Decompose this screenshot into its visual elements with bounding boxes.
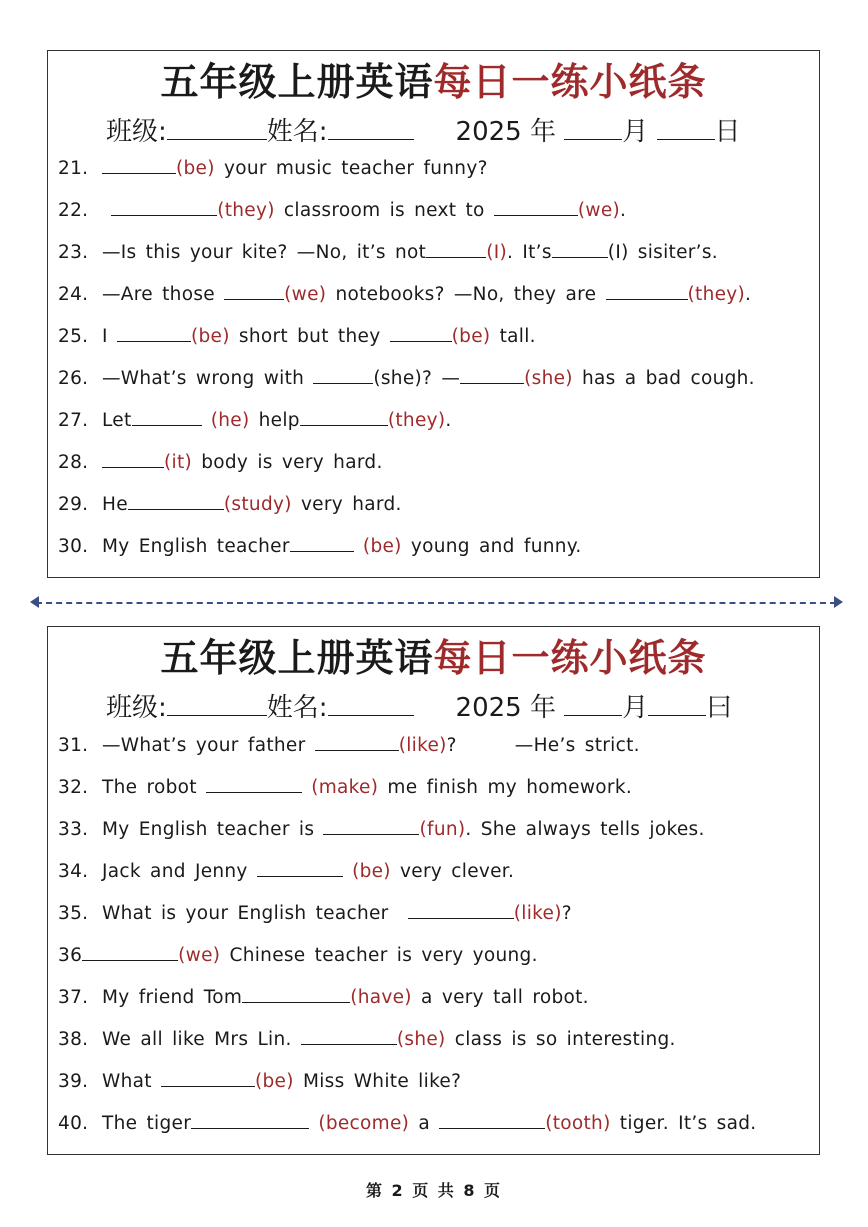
hint: (like) (513, 903, 562, 924)
question-number: 21. (58, 158, 89, 179)
question-text: (I) sisiter’s. (607, 242, 718, 263)
question-text: My English teacher is (102, 819, 315, 840)
question-text: —Are those (102, 284, 215, 305)
question-text: body is very hard. (201, 452, 383, 473)
question-number: 36 (58, 945, 83, 966)
question-text: I (102, 326, 108, 347)
worksheet-card-1 (47, 50, 820, 578)
question-number: 22. (58, 200, 89, 221)
answer-blank[interactable] (323, 816, 419, 835)
hint: (we) (577, 200, 621, 221)
question-40 (58, 1110, 756, 1137)
question-text: . She always tells jokes. (465, 819, 705, 840)
hint: (she) (524, 368, 573, 389)
question-29 (58, 491, 402, 518)
answer-blank[interactable] (460, 365, 524, 384)
question-number: 29. (58, 494, 89, 515)
answer-blank[interactable] (313, 365, 373, 384)
question-text: —What’s wrong with (102, 368, 305, 389)
hint: (we) (284, 284, 327, 305)
answer-blank[interactable] (552, 239, 608, 258)
question-text: My friend Tom (102, 987, 243, 1008)
hint: (like) (398, 735, 447, 756)
question-text: has a bad cough. (582, 368, 755, 389)
answer-blank[interactable] (301, 1026, 397, 1045)
question-22 (58, 197, 626, 224)
question-text: . (445, 410, 452, 431)
name-label: 姓名: (266, 693, 328, 723)
question-text: —What’s your father (102, 735, 306, 756)
hint: (make) (311, 777, 379, 798)
question-text: Chinese teacher is very young. (229, 945, 538, 966)
question-text: Let (102, 410, 132, 431)
worksheet-title (48, 633, 819, 683)
answer-blank[interactable] (257, 858, 343, 877)
question-number: 23. (58, 242, 89, 263)
question-number: 38. (58, 1029, 89, 1050)
month-label: 月 (622, 117, 649, 147)
answer-blank[interactable] (242, 984, 350, 1003)
question-33 (58, 816, 705, 843)
hint: (she) (396, 1029, 446, 1050)
question-32 (58, 774, 632, 801)
question-text: young and funny. (410, 536, 582, 557)
answer-blank[interactable] (132, 407, 202, 426)
answer-blank[interactable] (439, 1110, 545, 1129)
worksheet-title (48, 57, 819, 107)
title-grade: 五年级上册英语 (160, 60, 434, 104)
class-blank[interactable] (167, 113, 267, 140)
hint: (have) (350, 987, 412, 1008)
question-number: 26. (58, 368, 89, 389)
month-blank[interactable] (564, 113, 622, 140)
question-text: . (620, 200, 627, 221)
question-text: tall. (499, 326, 536, 347)
arrow-right-icon (834, 596, 843, 608)
hint: (fun) (419, 819, 466, 840)
answer-blank[interactable] (390, 323, 452, 342)
day-label: 曰 (706, 693, 733, 723)
question-text: your music teacher funny? (223, 158, 488, 179)
month-blank[interactable] (564, 689, 622, 716)
question-26 (58, 365, 755, 392)
name-label: 姓名: (266, 117, 328, 147)
question-number: 30. (58, 536, 89, 557)
question-text: Miss White like? (302, 1071, 462, 1092)
question-text: We all like Mrs Lin. (102, 1029, 292, 1050)
answer-blank[interactable] (315, 732, 399, 751)
hint: (they) (387, 410, 446, 431)
worksheet-card-2 (47, 626, 820, 1155)
answer-blank[interactable] (82, 942, 178, 961)
class-blank[interactable] (167, 689, 267, 716)
question-number: 25. (58, 326, 89, 347)
hint: (they) (687, 284, 746, 305)
answer-blank[interactable] (494, 197, 578, 216)
month-label: 月 (622, 693, 649, 723)
question-24 (58, 281, 751, 308)
question-number: 31. (58, 735, 89, 756)
answer-blank[interactable] (161, 1068, 255, 1087)
question-36 (58, 942, 538, 969)
year-label: 2025 年 (455, 117, 556, 147)
question-text: —Is this your kite? —No, it’s not (102, 242, 427, 263)
question-37 (58, 984, 589, 1011)
question-34 (58, 858, 514, 885)
question-text: —He’s strict. (514, 735, 640, 756)
question-text: . It’s (507, 242, 552, 263)
year-label: 2025 年 (455, 693, 556, 723)
answer-blank[interactable] (426, 239, 486, 258)
hint: (they) (217, 200, 275, 221)
question-text: What (102, 1071, 152, 1092)
question-text: class is so interesting. (454, 1029, 676, 1050)
question-text: a (418, 1113, 430, 1134)
question-number: 32. (58, 777, 89, 798)
page-footer: 第 2 页 共 8 页 (365, 1181, 503, 1200)
answer-blank[interactable] (191, 1110, 309, 1129)
answer-blank[interactable] (606, 281, 688, 300)
class-label: 班级: (106, 117, 167, 147)
question-text: tiger. It’s sad. (619, 1113, 757, 1134)
question-text: . (745, 284, 752, 305)
question-text: ? (446, 735, 457, 756)
question-21 (58, 155, 488, 182)
answer-blank[interactable] (128, 491, 224, 510)
title-daily: 每日一练小纸条 (433, 636, 707, 680)
hint: (tooth) (545, 1113, 611, 1134)
question-text: What is your English teacher (102, 903, 389, 924)
question-27 (58, 407, 452, 434)
hint: (study) (223, 494, 292, 515)
info-line (106, 689, 732, 726)
hint: (become) (318, 1113, 410, 1134)
answer-blank[interactable] (102, 449, 164, 468)
question-38 (58, 1026, 676, 1053)
question-number: 28. (58, 452, 89, 473)
hint: (be) (352, 861, 391, 882)
question-number: 33. (58, 819, 89, 840)
name-blank[interactable] (328, 689, 414, 716)
question-text: help (258, 410, 300, 431)
day-label: 日 (714, 117, 741, 147)
hint: (we) (178, 945, 221, 966)
hint: (he) (210, 410, 250, 431)
question-text: The tiger (102, 1113, 192, 1134)
question-text: (she)? — (373, 368, 461, 389)
question-text: My English teacher (102, 536, 290, 557)
hint: (I) (486, 242, 507, 263)
question-23 (58, 239, 718, 266)
cut-line-divider (36, 602, 836, 604)
question-number: 35. (58, 903, 89, 924)
question-number: 37. (58, 987, 89, 1008)
answer-blank[interactable] (224, 281, 284, 300)
question-30 (58, 533, 582, 560)
question-text: a very tall robot. (421, 987, 589, 1008)
question-text: very clever. (400, 861, 515, 882)
info-line (106, 113, 741, 150)
question-text: me finish my homework. (387, 777, 633, 798)
class-label: 班级: (106, 693, 167, 723)
question-number: 39. (58, 1071, 89, 1092)
question-text: Jack and Jenny (102, 861, 248, 882)
question-text: classroom is next to (283, 200, 485, 221)
question-39 (58, 1068, 461, 1095)
day-blank[interactable] (657, 113, 715, 140)
question-28 (58, 449, 383, 476)
hint: (it) (164, 452, 193, 473)
title-daily: 每日一练小纸条 (433, 60, 707, 104)
question-text: very hard. (300, 494, 402, 515)
question-number: 34. (58, 861, 89, 882)
answer-blank[interactable] (408, 900, 514, 919)
question-35 (58, 900, 572, 927)
question-number: 40. (58, 1113, 89, 1134)
name-blank[interactable] (328, 113, 414, 140)
question-text: short but they (238, 326, 381, 347)
answer-blank[interactable] (206, 774, 302, 793)
question-31 (58, 732, 640, 759)
question-25 (58, 323, 536, 350)
answer-blank[interactable] (290, 533, 354, 552)
hint: (be) (255, 1071, 294, 1092)
answer-blank[interactable] (300, 407, 388, 426)
hint: (be) (451, 326, 491, 347)
question-text: The robot (102, 777, 197, 798)
title-grade: 五年级上册英语 (160, 636, 434, 680)
question-text: notebooks? —No, they are (335, 284, 597, 305)
hint: (be) (362, 536, 402, 557)
question-text: ? (561, 903, 572, 924)
answer-blank[interactable] (117, 323, 191, 342)
question-text: He (102, 494, 128, 515)
day-blank[interactable] (648, 689, 706, 716)
question-number: 27. (58, 410, 89, 431)
answer-blank[interactable] (111, 197, 217, 216)
answer-blank[interactable] (102, 155, 176, 174)
hint: (be) (176, 158, 215, 179)
hint: (be) (190, 326, 230, 347)
question-number: 24. (58, 284, 89, 305)
